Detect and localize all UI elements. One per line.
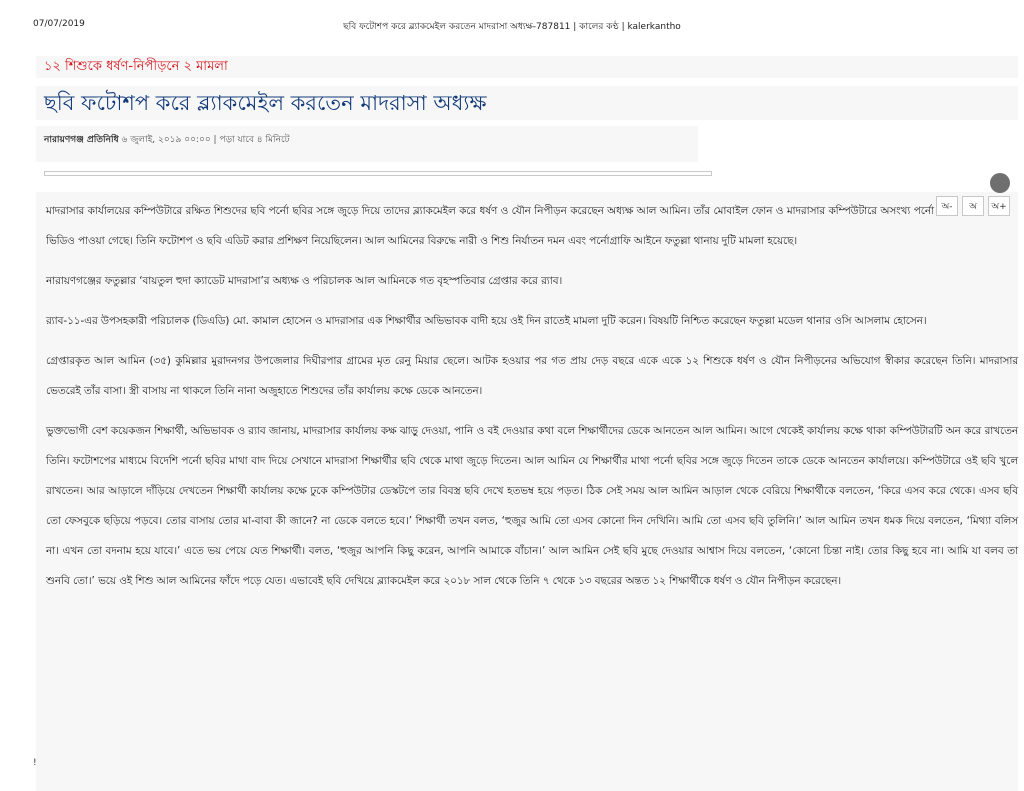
print-date: 07/07/2019 (33, 19, 85, 29)
article-body (36, 192, 1018, 791)
byline (36, 126, 698, 162)
share-circle-icon[interactable] (990, 173, 1010, 193)
font-reset-button[interactable]: অ (962, 196, 984, 216)
article-paragraph: র‍্যাব-১১-এর উপসহকারী পরিচালক (ডিএডি) মো. কামাল হোসেন ও মাদরাসার এক শিক্ষার্থীর অভিভাবক বাদী হয়ে ওই দিন রাতেই মামলা দুটি করেন। বিষয়টি নিশ্চিত করেছেন ফতুল্লা মডেল থানার ওসি আসলাম হোসেন। (46, 315, 927, 327)
byline-separator: | (213, 135, 217, 145)
article-paragraph: মাদরাসার কার্যালয়ের কম্পিউটারে রক্ষিত শিশুদের ছবি পর্নো ছবির সঙ্গে জুড়ে দিয়ে তাদের ব্ল্যাকমেইল করে ধর্ষণ ও যৌন নিপীড়ন করেছেন অধ্যক্ষ আল আমিন। তাঁর মোবাইল ফোন ও মাদরাসার কম্পিউটারে অসংখ্য পর্নো ভিডিও পাওয়া গেছে। তিনি ফটোশপ ও ছবি এডিট করার প্রশিক্ষণ নিয়েছিলেন। আল আমিনের বিরুদ্ধে নারী ও শিশু নির্যাতন দমন এবং পর্নোগ্রাফি আইনে ফতুল্লা থানায় দুটি মামলা হয়েছে। (46, 205, 934, 247)
article-paragraph: ভুক্তভোগী বেশ কয়েকজন শিক্ষার্থী, অভিভাবক ও র‍্যাব জানায়, মাদরাসার কার্যালয় কক্ষ ঝাড়ু দেওয়া, পানি ও বই দেওয়ার কথা বলে শিক্ষার্থীদের ডেকে আনতেন আল আমিন। আগে থেকেই কার্যালয় কক্ষে থাকা কম্পিউটারটি অন করে রাখতেন তিনি। ফটোশপের মাধ্যমে বিদেশি পর্নো ছবির মাথা বাদ দিয়ে সেখানে মাদরাসা শিক্ষার্থীর ছবি থেকে মাথা জুড়ে দিতেন। আল আমিন যে শিক্ষার্থীর মাথা পর্নো ছবির সঙ্গে জুড়ে দিতেন তাকে ডেকে আনতেন কার্যালয়ে। কম্পিউটারে ওই ছবি খুলে রাখতেন। আর আড়ালে দাঁড়িয়ে দেখতেন শিক্ষার্থী কার্যালয় কক্ষে ঢুকে কম্পিউটার ডেস্কটপে তার বিবস্ত্র ছবি দেখে হতভম্ব হয়ে পড়ত। ঠিক সেই সময় আল আমিন আড়াল থেকে বেরিয়ে শিক্ষার্থীকে বলতেন, ‘কিরে এসব করে থেকে। এসব ছবি তো ফেসবুকে ছড়িয়ে পড়বে। তোর বাসায় তোর মা-বাবা কী জানে? না ডেকে বলতে হবে।’ শিক্ষার্থী তখন বলত, ‘হুজুর আমি তো এসব কোনো দিন দেখিনি। আমি তো এসব ছবি তুলিনি।’ আল আমিন তখন ধমক দিয়ে বলতেন, ‘মিথ্যা বলিস না। এখন তো বদনাম হয়ে যাবে।’ এতে ভয় পেয়ে যেত শিক্ষার্থী। বলত, ‘হুজুর আপনি কিছু করেন, আপনি আমাকে বাঁচান।’ আল আমিন সেই ছবি মুছে দেওয়ার আশ্বাস দিয়ে বলতেন, ‘কোনো চিন্তা নাই। তোর কিছু হবে না। আমি যা বলব তা শুনবি তো।’ ভয়ে ওই শিশু আল আমিনের ফাঁদে পড়ে যেত। এভাবেই ছবি দেখিয়ে ব্ল্যাকমেইল করে ২০১৮ সাল থেকে তিনি ৭ থেকে ১৩ বছরের অন্তত ১২ শিক্ষার্থীকে ধর্ষণ ও যৌন নিপীড়ন করেছেন। (46, 425, 1018, 587)
byline-read-time: পড়া যাবে ৪ মিনিটে (219, 135, 290, 145)
font-decrease-button[interactable]: অ- (936, 196, 958, 216)
article-headline: ছবি ফটোশপ করে ব্ল্যাকমেইল করতেন মাদরাসা অধ্যক্ষ (36, 86, 1018, 120)
page-marker: ! (33, 758, 37, 768)
print-header (0, 19, 1024, 33)
font-size-controls (936, 196, 1010, 216)
byline-date: ৬ জুলাই, ২০১৯ ০০:০০ (121, 135, 211, 145)
font-increase-button[interactable]: অ+ (988, 196, 1010, 216)
print-title: ছবি ফটোশপ করে ব্ল্যাকমেইল করতেন মাদরাসা অধ্যক্ষ-787811 | কালের কণ্ঠ | kalerkantho (343, 22, 681, 32)
byline-author: নারায়ণগঞ্জ প্রতিনিধি (44, 135, 119, 145)
article-paragraph: গ্রেপ্তারকৃত আল আমিন (৩৫) কুমিল্লার মুরাদনগর উপজেলার দিঘীরপার গ্রামের মৃত রেনু মিয়ার ছেলে। আটক হওয়ার পর গত প্রায় দেড় বছরে একে একে ১২ শিশুকে ধর্ষণ ও যৌন নিপীড়নের অভিযোগ স্বীকার করেছেন তিনি। মাদরাসার ভেতরেই তাঁর বাসা। স্ত্রী বাসায় না থাকলে তিনি নানা অজুহাতে শিশুদের তাঁর কার্যালয় কক্ষে ডেকে আনতেন। (46, 355, 1018, 397)
article-shoulder: ১২ শিশুকে ধর্ষণ-নিপীড়নে ২ মামলা (36, 56, 1018, 78)
article-paragraph: নারায়ণগঞ্জের ফতুল্লার ‘বায়তুল হুদা ক্যাডেট মাদরাসা’র অধ্যক্ষ ও পরিচালক আল আমিনকে গত বৃহস্পতিবার গ্রেপ্তার করে র‍্যাব। (46, 275, 563, 287)
divider-bar (44, 171, 712, 176)
